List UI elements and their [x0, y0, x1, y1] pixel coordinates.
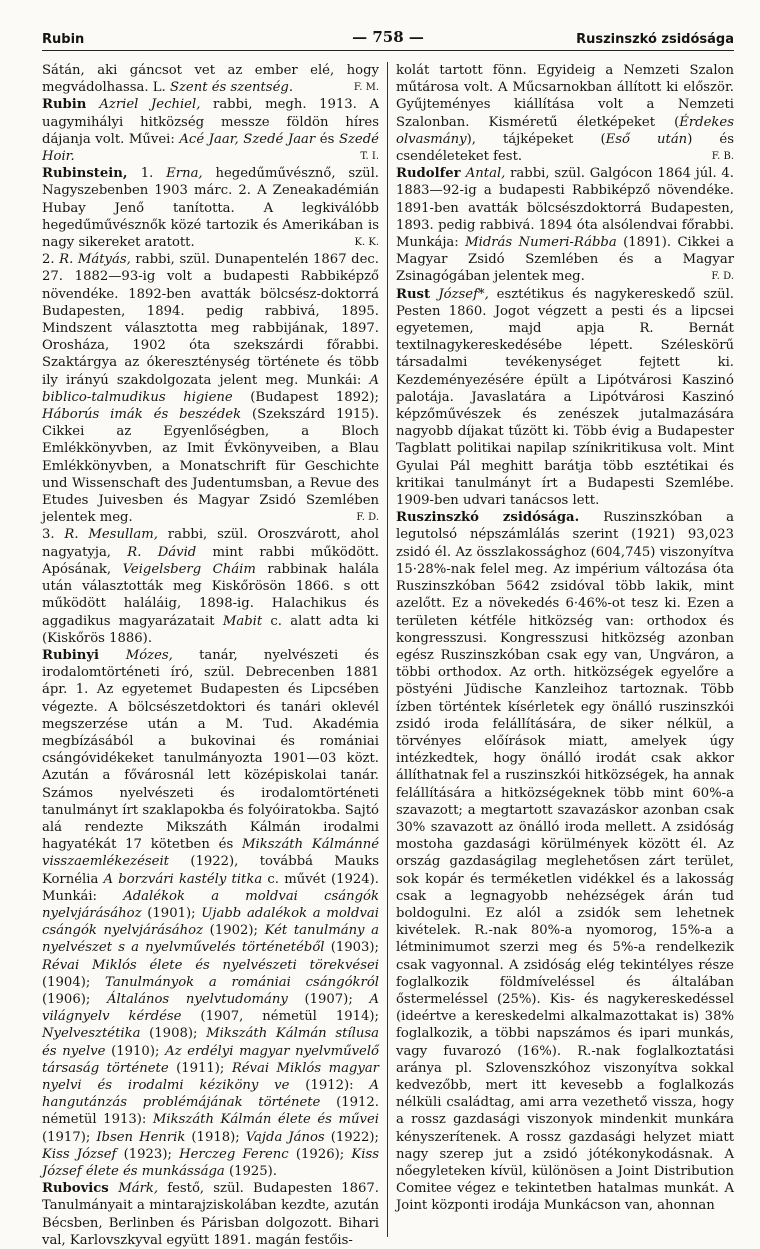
entry-text: ), tájképeket ( [466, 131, 606, 147]
entry-text: (1926); [288, 1146, 352, 1162]
entry-text: Szent és szentség. [169, 80, 294, 96]
entry-text: Herczeg Ferenc [179, 1146, 289, 1162]
entry-paragraph [42, 647, 379, 1180]
header-rule [42, 50, 734, 51]
entry-text: Márk, [118, 1181, 159, 1197]
author-signature: F. M. [353, 82, 379, 94]
entry-paragraph [42, 165, 379, 251]
entry-paragraph [396, 165, 734, 285]
entry-text: (1922); [324, 1129, 379, 1145]
entry-text: Ibsen Henrik [96, 1129, 186, 1145]
entry-text: (1903); [324, 940, 379, 956]
entry-text: mint rabbi működött. Apósának, [42, 544, 379, 577]
entry-headword: Rubinyi [42, 647, 126, 663]
entry-headword: Rubinstein, [42, 166, 141, 182]
entry-text: (1918); [185, 1129, 246, 1145]
page-number: — 758 — [352, 28, 424, 46]
entry-text: Sátán, aki gáncsot vet az ember elé, hogy megvádolhassa. L. [42, 63, 379, 96]
entry-text: R. Mesullam, [64, 527, 158, 543]
entry-text: 3. [42, 527, 65, 543]
entry-headword: Rust [396, 286, 439, 302]
author-signature: F. D. [356, 512, 379, 524]
entry-text: Általános nyelvtudomány [107, 991, 288, 1007]
entry-text: (Budapest 1892); [232, 389, 379, 405]
entry-text: (1923); [116, 1146, 180, 1162]
entry-text: Szedé Hoir. [42, 131, 379, 165]
entry-text: (1925). [224, 1164, 278, 1179]
entry-text: (1904); [42, 974, 106, 990]
entry-text: Mózes, [125, 647, 173, 663]
entry-text: Nyelvesztétika [42, 1026, 141, 1042]
entry-text: Vajda János [245, 1129, 325, 1145]
entry-text: festő, szül. Budapesten 1867. Tanulmányait a mintarajziskolában kezdte, azután Bécsben, Berlinben és Párisban dolgozott. Bihari val, Karlovszkyval együtt 1891. magán festőis- [42, 1181, 379, 1248]
entry-text: (Szekszárd 1915). Cikkei az Egyenlőségben, a Bloch Emlékkönyvben, az Imit Évkönyveiben, a Blau Emlékkönyvben, a Monatschrift für Geschichte und Wissenschaft des Judentumsban, a Revue des Etudes Juivesben és Magyar Zsidó Szemlében jelentek meg. [42, 407, 379, 526]
entry-text: Azriel Jechiel, [99, 97, 201, 113]
entry-text: Midrás Numeri-Rábba [465, 235, 617, 251]
entry-text: c. alatt adta ki (Kiskőrös 1886). [42, 613, 379, 646]
entry-text: Révai Miklós magyar nyelvi és irodalmi kéziköny ve [42, 1060, 379, 1093]
entry-text: tanár, nyelvészeti és irodalomtörténeti író, szül. Debrecenben 1881 ápr. 1. Az egyetemet Budapesten és Lipcsében végezte. A bölcsészetdoktori és tanári oklevél megszerzése után a M. Tud. Akadémia megbízásából a bukovinai és romániai csángóvidékeket tanulmányozta 1901—03 közt. Azután a fővárosnál lett középiskolai tanár. Számos nyelvészeti és irodalomtörténeti tanulmányt írt szaklapokba és folyóiratokba. Sajtó alá rendezte Mikszáth Kálmán irodalmi hagyatékát 17 kötetben és [42, 647, 380, 853]
entry-text: Mikszáth Kálmánné visszaemlékezéseit [42, 837, 379, 870]
header-left-word: Rubin [42, 32, 85, 47]
entry-paragraph [42, 526, 379, 646]
entry-text: (1922), továbbá Mauks Kornélia [42, 854, 379, 887]
entry-text: A borzvári kastély titka [103, 871, 263, 887]
entry-text: Mikszáth Kálmán stílusa és nyelve [42, 1026, 379, 1059]
entry-paragraph [396, 62, 734, 165]
entry-text: (1911); [168, 1060, 232, 1076]
header-right-word: Ruszinszkó zsidósága [576, 32, 734, 47]
entry-text: hegedűművésznő, szül. Nagyszebenben 1903 márc. 2. A Zeneakadémián Hubay Jenő tanította. A legkiválóbb hegedűművésznők közé tartozik és Amerikában is nagy sikereket aratott. [42, 166, 379, 251]
entry-text: (1908); [140, 1026, 207, 1042]
entry-text: 1. [140, 166, 167, 182]
entry-text: R. Dávid [127, 544, 197, 560]
entry-text: (1891). Cikkei a Magyar Zsidó Szemlében és a Magyar Zsinagógában jelentek meg. [396, 235, 734, 285]
entry-text: Ruszinszkóban a legutolsó népszámlálás szerint (1921) 93,023 zsidó él. Az összlakossághoz (604,745) viszonyítva 15·28%-nak felel meg. Az impérium változása óta Ruszinszkóban 5642 zsidóval több lakik, mint azelőtt. Ez a növekedés 6·46%-ot tesz ki. Ezen a területen kétféle hitközség van: orthodox és kongresszusi. Kongresszusi hitközség azonban egész Ruszinszkóban csak egy van, Ungváron, a többi orthodox. Az orth. hitközségek egyelőre a pöstyéni Jüdische Kanzleihoz tartoznak. Több ízben történtek kísérletek egy önálló ruszinszkói zsidó iroda felállítására, de siker nélkül, a törvényes előírások miatt, amelyek úgy intézkedtek, hogy önálló irodát csak akkor állíthatnak fel a ruszinszkói hitközségek, ha annak felállítására a hitközségeknek több mint 60%-a szavazott; a megtartott szavazáskor azonban csak 30% szavazott az önálló iroda mellett. A zsidóság mostoha gazdasági körülmények között él. Az ország gazdaságilag meglehetősen zárt terület, sok kopár és terméketlen vidékkel és a lakosság csak a legnagyobb nehézségek árán tud boldogulni. Ez alól a zsidók sem lehetnek kivételek. R.-nak 80%-a nyomorog, 15%-a a létminimumot szerzi meg és 5%-a rendelkezik csak vagyonnal. A zsidóság elég tekintélyes része foglalkozik földmíveléssel és általában őstermeléssel (25%). Kis- és nagykereskedéssel (ideértve a kereskedelmi alkalmazottakat is) 38% foglalkozik, a többi napszámos és ipari munkás, vagy fuvarozó (16%). R.-nak foglalkoztatási aránya pl. Szlovenszkóhoz viszonyítva sokkal kedvezőbb, mert itt kevesebb a foglalkozás nélküli családtag, ami arra vezethető vissza, hogy a rossz gazdasági viszonyok mindenkit munkára kényszerítenek. A rossz gazdasági helyzet miatt nagy szerep jut a zsidó jótékonykodásnak. A nőegyleteken kívül, különösen a Joint Distribution Comitee végez e tekintetben hatalmas munkát. A Joint központi irodája Munkácson van, ahonnan [396, 510, 734, 1214]
entry-text: Kiss József [42, 1146, 117, 1162]
entry-text: c. művét (1924). Munkái: [42, 871, 380, 904]
entry-paragraph [42, 96, 379, 165]
entry-text: (1901); [141, 905, 202, 921]
entry-text: A hangutánzás problémájának története [42, 1077, 379, 1111]
running-header [42, 26, 734, 52]
entry-text: R. Mátyás, [59, 252, 131, 268]
entry-text: rabbi, szül. Oroszvárott, ahol nagyatyja, [42, 527, 379, 560]
entry-paragraph [42, 62, 379, 96]
entry-text: Veigelsberg Cháim [122, 561, 256, 577]
entry-paragraph [42, 1180, 379, 1249]
entry-text: A világnyelv kérdése [42, 991, 379, 1025]
entry-headword: Rubin [42, 97, 100, 113]
entry-text: Eső után [605, 131, 688, 147]
entry-text: A biblico-talmudikus higiene [42, 372, 379, 405]
entry-paragraph [396, 286, 734, 510]
entry-text: és [315, 131, 339, 147]
entry-text: (1912. németül 1913): [42, 1095, 379, 1128]
right-column [388, 62, 734, 1237]
entry-text: (1902); [203, 923, 265, 939]
entry-headword: Ruszinszkó zsidósága. [396, 510, 604, 526]
entry-text: Mikszáth Kálmán élete és művei [152, 1112, 379, 1128]
entry-text: (1912): [289, 1077, 370, 1093]
entry-text: (1907, németül 1914); [181, 1009, 379, 1025]
entry-text: Adalékok a moldvai csángók nyelvjárásához [42, 888, 379, 921]
entry-text: Acé Jaar, Szedé Jaar [179, 131, 316, 147]
entry-headword: Rudolfer [396, 166, 466, 182]
entry-text: Mabit [222, 613, 263, 629]
text-columns [42, 62, 735, 1248]
entry-text: (1910); [105, 1043, 166, 1059]
left-column [42, 62, 388, 1248]
entry-text: Ujabb adalékok a moldvai csángók nyelvjárásához [42, 905, 379, 939]
entry-text: Háborús imák és beszédek [42, 407, 242, 423]
entry-text: Kiss József élete és munkássága [42, 1146, 379, 1179]
entry-text: Két tanulmány a nyelvészet s a nyelvművelés történetéből [42, 923, 379, 956]
author-signature: T. I. [360, 151, 379, 163]
entry-text: esztétikus és nagykereskedő szül. Pesten 1860. Jogot végzett a pesti és a lipcsei egyetemen, majd apja R. Bernát textilnagykereskedésébe lépett. Széleskörű társadalmi tevékenységet fejtett ki. Kezdeményezésére épült a Lipótvárosi Kaszinó palotája. Javaslatára a Lipótvárosi Kaszinó képzőművészek és zenészek jutalmazására nagyobb díjakat tűzött ki. Több évig a Budapester Tagblatt politikai napilap színikritikusa volt. Mint Gyulai Pál meghitt barátja több esztétikai és kritikai tanulmányt írt a Budapesti Szemlébe. 1909-ben udvari tanácsos lett. [396, 286, 735, 509]
entry-text: Révai Miklós élete és nyelvészeti törekvései [42, 957, 379, 973]
entry-text: ) és csendéleteket fest. [396, 131, 734, 165]
entry-text: Az erdélyi magyar nyelvművelő társaság története [42, 1043, 379, 1076]
entry-headword: Rubovics [42, 1181, 119, 1197]
entry-text: (1906); [42, 991, 107, 1007]
entry-text: Tanulmányok a romániai csángókról [105, 974, 379, 990]
entry-text: rabbi, megh. 1913. A uagymihályi hitközség messze földön híres dájanja volt. Művei: [42, 97, 379, 147]
entry-text: 2. [42, 252, 60, 268]
author-signature: F. B. [711, 151, 734, 163]
entry-text: kolát tartott fönn. Egyideig a Nemzeti Szalon műtárosa volt. A Műcsarnokban állított ki először. Gyűjteményes kiállítása volt a Nemzeti Szalonban. Kisméretű életképeket ( [396, 63, 734, 130]
entry-paragraph [396, 509, 734, 1214]
author-signature: K. K. [354, 237, 379, 249]
entry-text: rabbi, szül. Dunapentelén 1867 dec. 27. 1882—93-ig volt a budapesti Rabbiképző növendéke. 1892-ben avatták bölcsész-doktorrá Budapesten, 1894. pedig rabbivá, 1895. Mindszent választotta meg rabbijának, 1897. Orosháza, 1902 óta szekszárdi főrabbi. Szaktárgya az ókereszténység története és több ily irányú szakdolgozata jelent meg. Munkái: [42, 252, 379, 388]
author-signature: F. D. [711, 271, 734, 283]
entry-text: József*, [438, 286, 489, 302]
entry-text: rabbi, szül. Galgócon 1864 júl. 4. 1883—92-ig a budapesti Rabbiképző növendéke. 1891-ben avatták bölcsészdoktorrá Budapesten, 1893. pedig rabbivá. 1894 óta alsólendvai főrabbi. Munkája: [396, 166, 734, 251]
entry-text: (1907); [287, 991, 370, 1007]
entry-paragraph [42, 251, 379, 526]
entry-text: (1917); [42, 1129, 97, 1145]
entry-text: Antal, [465, 166, 506, 182]
entry-text: Érdekes olvasmány [396, 114, 734, 147]
entry-text: Erna, [166, 166, 203, 182]
entry-text: rabbinak halála után választották meg Kiskőrösön 1866. s ott működött haláláig, 1898-ig. Halachikus és aggadikus magyarázatait [42, 561, 380, 629]
